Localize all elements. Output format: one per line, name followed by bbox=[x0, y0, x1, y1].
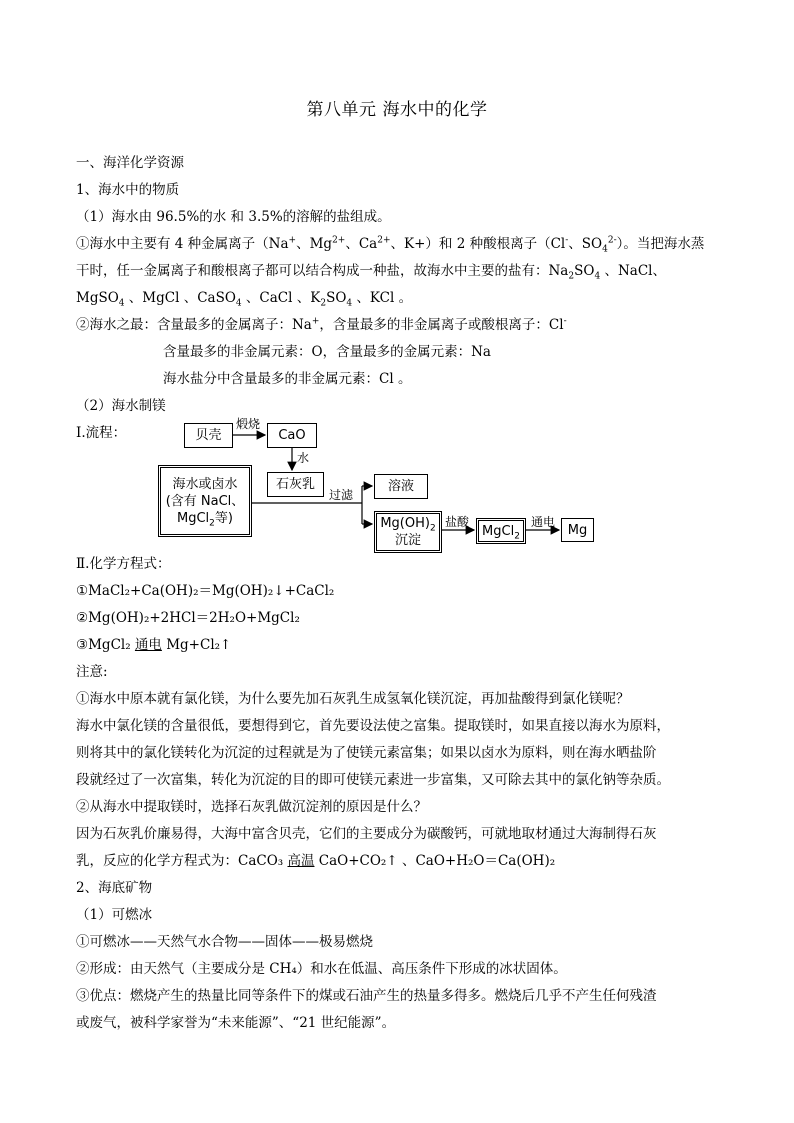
shell-box: 贝壳 bbox=[184, 423, 233, 448]
flow-label: Ⅰ.流程： bbox=[76, 425, 127, 441]
subsection-heading: 2、海底矿物 bbox=[76, 880, 153, 896]
paragraph-ions: ①海水中主要有 4 种金属离子（Na+、$Mg^{2+}$、$Ca^{2+}$、K+）和 2 种酸根离子（Cl-、$SO_4^{2-}$）。当把海水蒸 bbox=[76, 235, 705, 255]
lime-milk-box: 石灰乳 bbox=[267, 472, 324, 497]
paragraph: ②形成：由天然气（主要成分是 CH₄）和水在低温、高压条件下形成的冰状固体。 bbox=[76, 961, 567, 977]
note-heading: 注意: bbox=[76, 664, 108, 680]
calcine-label: 煅烧 bbox=[236, 417, 261, 431]
hcl-label: 盐酸 bbox=[445, 515, 470, 529]
paragraph-salts: 干时，任一金属离子和酸根离子都可以结合构成一种盐，故海水中主要的盐有：$Na_2SO_4$ 、NaCl、 bbox=[76, 263, 666, 282]
water-label: 水 bbox=[297, 451, 310, 465]
paragraph-indent: 海水盐分中含量最多的非金属元素：Cl 。 bbox=[163, 371, 412, 387]
cao-box: CaO bbox=[267, 423, 317, 448]
paragraph-indent: 含量最多的非金属元素：O，含量最多的金属元素：Na bbox=[163, 344, 491, 360]
answer-1-line: 段就经过了一次富集，转化为沉淀的目的即可使镁元素进一步富集，又可除去其中的氯化钠等杂质。 bbox=[76, 772, 670, 788]
equation-3: ③MgCl₂ 通电 Mg+Cl₂↑ bbox=[76, 637, 232, 653]
equation-2: ②Mg(OH)₂+2HCl＝2H₂O+MgCl₂ bbox=[76, 610, 300, 626]
equations-heading: Ⅱ.化学方程式： bbox=[76, 556, 171, 572]
equation-1: ①MaCl₂+Ca(OH)₂＝Mg(OH)₂↓+CaCl₂ bbox=[76, 583, 335, 599]
electrolysis-label: 通电 bbox=[531, 515, 556, 529]
answer-2-line: 乳，反应的化学方程式为：CaCO₃ 高温 CaO+CO₂↑ 、CaO+H₂O＝Ca(OH)₂ bbox=[76, 853, 556, 869]
solution-box: 溶液 bbox=[374, 474, 428, 499]
paragraph-salts-cont: MgSO$_4$ 、MgCl 、CaSO$_4$ 、CaCl 、$K_2SO_4$ 、KCl 。 bbox=[76, 290, 413, 309]
question-2: ②从海水中提取镁时，选择石灰乳做沉淀剂的原因是什么？ bbox=[76, 799, 427, 815]
paragraph: （2）海水制镁 bbox=[76, 398, 166, 414]
section-heading: 一、海洋化学资源 bbox=[76, 155, 184, 171]
mgcl2-box: MgCl$_2$ bbox=[476, 518, 526, 544]
paragraph: ③优点：燃烧产生的热量比同等条件下的煤或石油产生的热量多得多。燃烧后几乎不产生任何残渣 bbox=[76, 988, 657, 1004]
paragraph-most: ②海水之最：含量最多的金属离子：Na+，含量最多的非金属离子或酸根离子：Cl- bbox=[76, 316, 567, 333]
mgoh2-precipitate-box: $Mg(OH)_2$ 沉淀 bbox=[374, 511, 442, 553]
paragraph: （1）海水由 96.5%的水 和 3.5%的溶解的盐组成。 bbox=[76, 209, 391, 225]
answer-1-line: 海水中氯化镁的含量很低，要想得到它，首先要设法使之富集。提取镁时，如果直接以海水为原料， bbox=[76, 718, 670, 734]
answer-2-line: 因为石灰乳价廉易得，大海中富含贝壳，它们的主要成分为碳酸钙，可就地取材通过大海制得石灰 bbox=[76, 826, 657, 842]
paragraph: （1）可燃冰 bbox=[76, 907, 153, 923]
answer-1-line: 则将其中的氯化镁转化为沉淀的过程就是为了使镁元素富集；如果以卤水为原料，则在海水晒盐阶 bbox=[76, 745, 657, 761]
filter-label: 过滤 bbox=[329, 488, 354, 502]
page-title: 第八单元 海水中的化学 bbox=[306, 100, 488, 120]
question-1: ①海水中原本就有氯化镁，为什么要先加石灰乳生成氢氧化镁沉淀，再加盐酸得到氯化镁呢？ bbox=[76, 691, 630, 707]
paragraph: 或废气，被科学家誉为“未来能源”、“21 世纪能源”。 bbox=[76, 1015, 396, 1031]
mg-box: Mg bbox=[561, 518, 594, 542]
subsection-heading: 1、海水中的物质 bbox=[76, 182, 180, 198]
paragraph: ①可燃冰——天然气水合物——固体——极易燃烧 bbox=[76, 934, 373, 950]
seawater-box: 海水或卤水 (含有 NaCl、 MgCl$_2$等) bbox=[158, 465, 252, 537]
